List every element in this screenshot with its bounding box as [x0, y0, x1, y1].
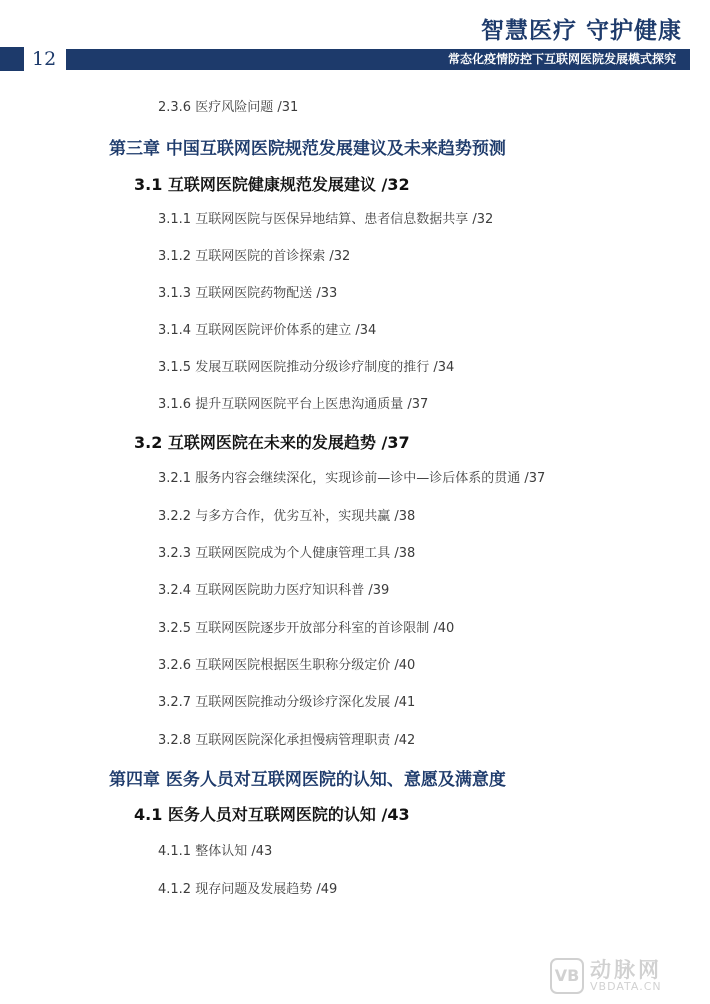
toc-entry-3-2-5: 3.2.5 互联网医院逐步开放部分科室的首诊限制 /40	[158, 621, 455, 636]
toc-chapter-3: 第三章 中国互联网医院规范发展建议及未来趋势预测	[109, 139, 506, 159]
left-accent-bar	[0, 47, 24, 71]
toc-section-3-2: 3.2 互联网医院在未来的发展趋势 /37	[134, 433, 410, 452]
watermark-name: 动脉网	[590, 958, 662, 982]
toc-entry-3-2-3: 3.2.3 互联网医院成为个人健康管理工具 /38	[158, 546, 416, 561]
toc-entry-3-2-8: 3.2.8 互联网医院深化承担慢病管理职责 /42	[158, 733, 416, 748]
toc-entry-3-2-6: 3.2.6 互联网医院根据医生职称分级定价 /40	[158, 658, 416, 673]
toc-entry-3-1-6: 3.1.6 提升互联网医院平台上医患沟通质量 /37	[158, 397, 429, 412]
toc-entry-3-1-3: 3.1.3 互联网医院药物配送 /33	[158, 286, 338, 301]
toc-section-3-1: 3.1 互联网医院健康规范发展建议 /32	[134, 175, 410, 194]
watermark-url: VBDATA.CN	[590, 980, 662, 993]
toc-entry-3-1-4: 3.1.4 互联网医院评价体系的建立 /34	[158, 323, 377, 338]
toc-entry-3-1-2: 3.1.2 互联网医院的首诊探索 /32	[158, 249, 351, 264]
header-banner	[66, 49, 690, 70]
watermark	[550, 956, 700, 996]
toc-entry-4-1-2: 4.1.2 现存问题及发展趋势 /49	[158, 882, 338, 897]
page-number: 12	[32, 48, 57, 70]
toc-entry-3-2-7: 3.2.7 互联网医院推动分级诊疗深化发展 /41	[158, 695, 416, 710]
toc-section-4-1: 4.1 医务人员对互联网医院的认知 /43	[134, 805, 410, 824]
toc-entry-3-1-5: 3.1.5 发展互联网医院推动分级诊疗制度的推行 /34	[158, 360, 455, 375]
toc-entry-3-2-2: 3.2.2 与多方合作，优劣互补，实现共赢 /38	[158, 509, 416, 524]
toc-entry-2-3-6: 2.3.6 医疗风险问题 /31	[158, 100, 299, 115]
toc-entry-4-1-1: 4.1.1 整体认知 /43	[158, 844, 273, 859]
header-subtitle: 常态化疫情防控下互联网医院发展模式探究	[447, 52, 676, 66]
watermark-logo: VB	[550, 958, 584, 994]
toc-entry-3-2-4: 3.2.4 互联网医院助力医疗知识科普 /39	[158, 583, 390, 598]
toc-entry-3-2-1: 3.2.1 服务内容会继续深化，实现诊前—诊中—诊后体系的贯通 /37	[158, 471, 546, 486]
brand-title: 智慧医疗 守护健康	[480, 17, 682, 44]
toc-entry-3-1-1: 3.1.1 互联网医院与医保异地结算、患者信息数据共享 /32	[158, 212, 494, 227]
toc-chapter-4: 第四章 医务人员对互联网医院的认知、意愿及满意度	[109, 770, 506, 790]
